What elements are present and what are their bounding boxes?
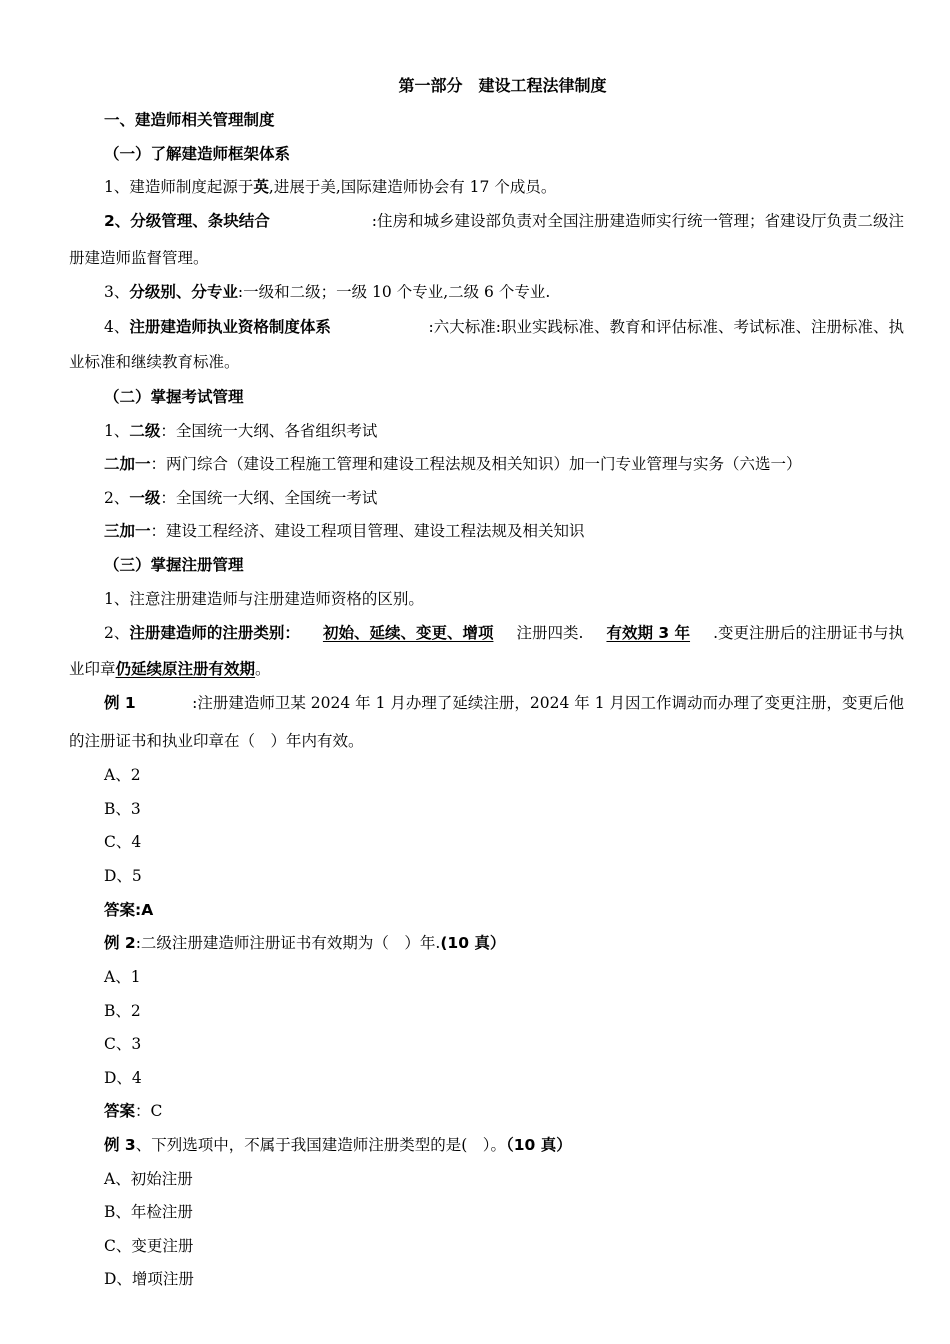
option: C、3 [104, 1035, 142, 1053]
text: :住房和城乡建设部负责对全国注册建造师实行统一管理；省建设厅负责二级注 [371, 212, 904, 230]
paragraph-line [104, 211, 904, 231]
text: ：全国统一大纲、各省组织考试 [160, 422, 378, 440]
option: D、4 [104, 1069, 142, 1087]
example-label: 例 3 [104, 1136, 136, 1154]
example-question-line: 的注册证书和执业印章在（ ）年内有效。 [69, 732, 364, 750]
answer-label: 答案 [104, 1102, 136, 1120]
text: 。 [255, 660, 271, 678]
bold-text: 英 [253, 178, 269, 196]
text: :六大标准:职业实践标准、教育和评估标准、考试标准、注册标准、执 [428, 318, 904, 336]
option: A、1 [104, 968, 141, 986]
paragraph [104, 177, 556, 197]
bold-text: 注册建造师的注册类别 [129, 624, 285, 642]
option: B、年检注册 [104, 1203, 193, 1221]
text: ,进展于美,国际建造师协会有 17 个成员。 [268, 178, 557, 196]
bold-text: 2、分级管理、条块结合 [104, 212, 270, 230]
bold-text: 分级别、分专业 [129, 283, 238, 301]
underlined-text: 初始、延续、变更、增项 [322, 624, 494, 642]
source-tag: （10 真） [506, 1136, 572, 1154]
answer-value: :A [135, 901, 154, 919]
option: D、5 [104, 867, 142, 885]
answer [104, 900, 153, 920]
example-question-line [104, 693, 904, 713]
paragraph-line [104, 317, 904, 337]
example-question [104, 1135, 572, 1155]
answer [104, 1101, 162, 1121]
option: C、变更注册 [104, 1237, 194, 1255]
text: ： [284, 624, 300, 642]
example-label: 例 1 [104, 694, 136, 712]
answer-label: 答案 [104, 901, 136, 919]
text: ：两门综合（建设工程施工管理和建设工程法规及相关知识）加一门专业管理与实务（六选一） [150, 455, 802, 473]
underlined-text: 有效期 3 年 [606, 624, 691, 642]
underlined-text: 仍延续原注册有效期 [115, 660, 256, 678]
text: ：全国统一大纲、全国统一考试 [160, 489, 378, 507]
paragraph: 1、注意注册建造师与注册建造师资格的区别。 [104, 590, 424, 608]
paragraph-line: 业标准和继续教育标准。 [69, 353, 240, 371]
text: .变更注册后的注册证书与执 [713, 624, 904, 642]
subsection-heading: （一）了解建造师框架体系 [104, 145, 291, 163]
text: 注册四类. [516, 624, 584, 642]
bold-text: 一级 [129, 489, 161, 507]
bold-text: 注册建造师执业资格制度体系 [129, 318, 331, 336]
example-label: 例 2 [104, 934, 136, 952]
page-title: 第一部分 建设工程法律制度 [398, 76, 607, 95]
text: 1、 [104, 422, 130, 440]
option: A、2 [104, 766, 141, 784]
text: 2、 [104, 624, 130, 642]
paragraph-line: 册建造师监督管理。 [69, 249, 209, 267]
text: 3、 [104, 283, 130, 301]
text: 、下列选项中，不属于我国建造师注册类型的是( ）。 [135, 1136, 506, 1154]
option: A、初始注册 [104, 1170, 193, 1188]
option: D、增项注册 [104, 1270, 194, 1288]
answer-value: ：C [135, 1102, 163, 1120]
subsection-heading: （三）掌握注册管理 [104, 556, 244, 574]
example-question [104, 933, 505, 953]
text: 4、 [104, 318, 130, 336]
bold-text: 二级 [129, 422, 161, 440]
text: :注册建造师卫某 2024 年 1 月办理了延续注册，2024 年 1 月因工作调动而办理了变更注册，变更后他 [192, 694, 904, 712]
option: B、3 [104, 800, 141, 818]
text: 2、 [104, 489, 130, 507]
option: C、4 [104, 833, 142, 851]
text: ：建设工程经济、建设工程项目管理、建设工程法规及相关知识 [150, 522, 585, 540]
option: B、2 [104, 1002, 141, 1020]
subsection-heading: （二）掌握考试管理 [104, 388, 244, 406]
paragraph [104, 421, 377, 441]
paragraph-line [104, 623, 904, 643]
text: 1、建造师制度起源于 [104, 178, 254, 196]
section-heading: 一、建造师相关管理制度 [104, 111, 275, 129]
bold-text: 二加一 [104, 455, 151, 473]
paragraph [104, 282, 550, 302]
text: :一级和二级；一级 10 个专业,二级 6 个专业. [237, 283, 551, 301]
paragraph-line [69, 659, 271, 679]
text: 业印章 [69, 660, 116, 678]
paragraph [104, 488, 377, 508]
bold-text: 三加一 [104, 522, 151, 540]
paragraph [104, 454, 802, 474]
paragraph [104, 521, 585, 541]
source-tag: (10 真） [440, 934, 506, 952]
text: :二级注册建造师注册证书有效期为（ ）年. [135, 934, 441, 952]
